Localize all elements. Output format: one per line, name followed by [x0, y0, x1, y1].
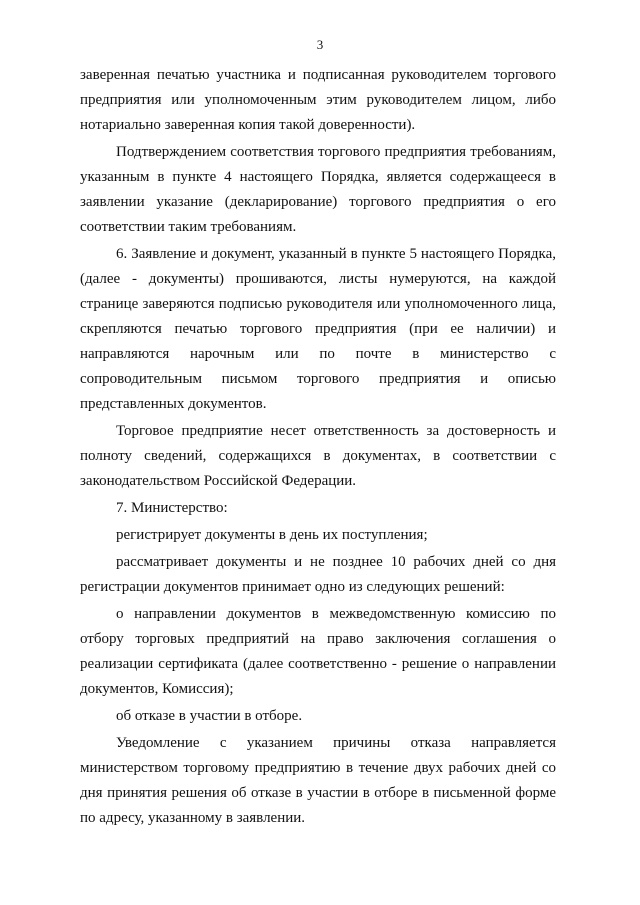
paragraph-registration: регистрирует документы в день их поступления;	[116, 527, 428, 543]
page-number: 3	[316, 37, 324, 52]
paragraph-decision-refusal: об отказе в участии в отборе.	[116, 708, 303, 724]
document-body	[80, 63, 556, 831]
paragraph-item-7-ministry: 7. Министерство:	[116, 500, 228, 516]
paragraph-continuation: заверенная печатью участника и подписанная руководителем торгового предприятия или уполномоченным этим руководителем лицом, либо нотариально заверенная копия такой доверенности).	[80, 67, 556, 133]
paragraph-conformity-declaration: Подтверждением соответствия торгового предприятия требованиям, указанным в пункте 4 настоящего Порядка, является содержащееся в заявлении указание (декларирование) торгового предприятия о его соответствии таким требованиям.	[80, 144, 556, 235]
paragraph-review: рассматривает документы и не позднее 10 рабочих дней со дня регистрации документов принимает одно из следующих решений:	[80, 554, 556, 595]
paragraph-item-6-documents-binding: 6. Заявление и документ, указанный в пункте 5 настоящего Порядка, (далее - документы) прошиваются, листы нумеруются, на каждой странице заверяются подписью руководителя или уполномоченного лица, скрепляются печатью торгового предприятия (при ее наличии) и направляются нарочным или по почте в министерство с сопроводительным письмом торгового предприятия и описью представленных документов.	[80, 246, 556, 412]
paragraph-responsibility: Торговое предприятие несет ответственность за достоверность и полноту сведений, содержащихся в документах, в соответствии с законодательством Российской Федерации.	[80, 423, 556, 489]
paragraph-decision-referral: о направлении документов в межведомственную комиссию по отбору торговых предприятий на право заключения соглашения о реализации сертификата (далее соответственно - решение о направлении документов, Комиссия);	[80, 606, 556, 697]
paragraph-refusal-notification: Уведомление с указанием причины отказа направляется министерством торговому предприятию в течение двух рабочих дней со дня принятия решения об отказе в участии в отборе в письменной форме по адресу, указанному в заявлении.	[80, 735, 556, 826]
